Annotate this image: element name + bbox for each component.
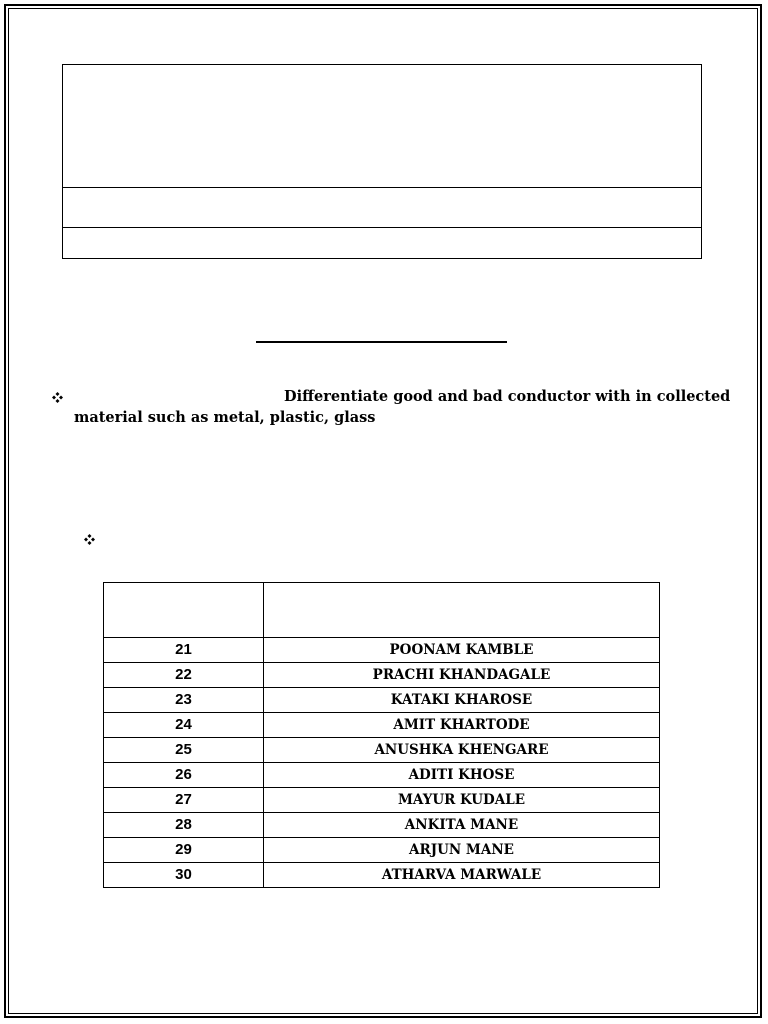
roll-number: 22 (104, 663, 264, 688)
table-row (104, 713, 660, 738)
header-row-2 (63, 188, 701, 228)
table-row (104, 838, 660, 863)
student-name: PRACHI KHANDAGALE (264, 663, 660, 688)
student-name: ARJUN MANE (264, 838, 660, 863)
student-name: KATAKI KHAROSE (264, 688, 660, 713)
table-row (104, 638, 660, 663)
table-row (104, 788, 660, 813)
roll-number: 27 (104, 788, 264, 813)
student-name: MAYUR KUDALE (264, 788, 660, 813)
roll-number: 21 (104, 638, 264, 663)
table-row (104, 813, 660, 838)
table-row (104, 688, 660, 713)
table-row (104, 738, 660, 763)
roll-number: 26 (104, 763, 264, 788)
student-name: ANKITA MANE (264, 813, 660, 838)
student-name: AMIT KHARTODE (264, 713, 660, 738)
table-row (104, 863, 660, 888)
header-cell-roll (104, 583, 264, 638)
aim-text-line1: Differentiate good and bad conductor with in collected (284, 388, 731, 405)
header-row-1 (63, 65, 701, 188)
roll-number: 30 (104, 863, 264, 888)
roll-number: 23 (104, 688, 264, 713)
students-table (103, 582, 660, 888)
student-name: POONAM KAMBLE (264, 638, 660, 663)
table-header-row (104, 583, 660, 638)
header-box (62, 64, 702, 259)
roll-number: 24 (104, 713, 264, 738)
aim-text-line2: material such as metal, plastic, glass (74, 409, 376, 426)
diamond-bullet-icon (52, 392, 63, 403)
header-row-3 (63, 228, 701, 258)
header-cell-name (264, 583, 660, 638)
table-row (104, 763, 660, 788)
student-name: ATHARVA MARWALE (264, 863, 660, 888)
student-name: ANUSHKA KHENGARE (264, 738, 660, 763)
student-name: ADITI KHOSE (264, 763, 660, 788)
table-row (104, 663, 660, 688)
diamond-bullet-icon (84, 534, 95, 545)
roll-number: 25 (104, 738, 264, 763)
roll-number: 28 (104, 813, 264, 838)
title-underline (256, 341, 507, 343)
roll-number: 29 (104, 838, 264, 863)
